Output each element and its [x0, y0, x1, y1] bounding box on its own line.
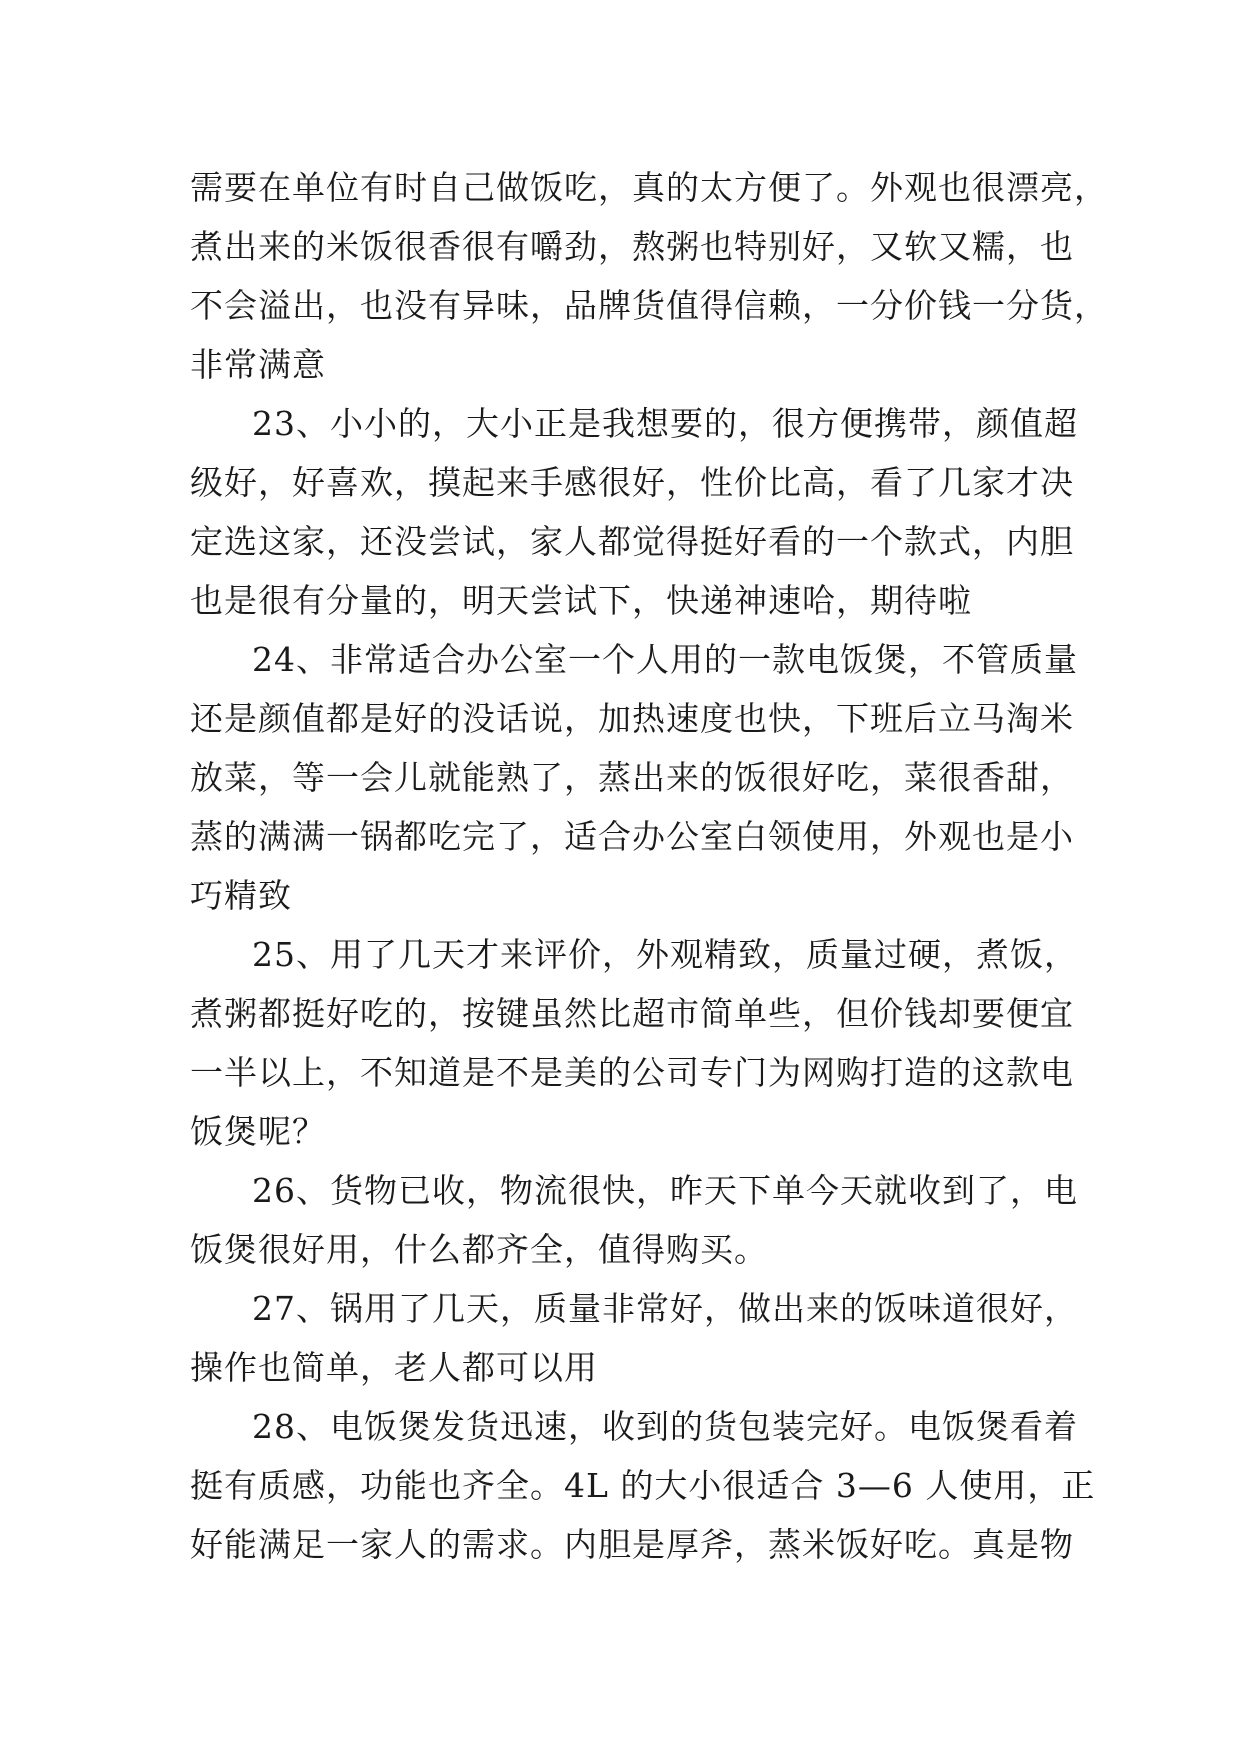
text-line: 饭煲呢？ — [190, 1112, 326, 1151]
text-line: 非常满意 — [190, 345, 326, 384]
text-line: 也是很有分量的，明天尝试下，快递神速哈，期待啦 — [190, 581, 972, 620]
text-line: 级好，好喜欢，摸起来手感很好，性价比高，看了几家才决 — [190, 463, 1074, 502]
review-23-first-line: 23、小小的，大小正是我想要的，很方便携带，颜值超 — [252, 404, 1078, 443]
review-text-block — [190, 158, 1108, 1574]
review-25-first-line: 25、用了几天才来评价，外观精致，质量过硬，煮饭， — [252, 935, 1078, 974]
review-28-first-line: 28、电饭煲发货迅速，收到的货包装完好。电饭煲看着 — [252, 1407, 1078, 1446]
text-line: 好能满足一家人的需求。内胆是厚斧，蒸米饭好吃。真是物 — [190, 1525, 1074, 1564]
text-line: 煮粥都挺好吃的，按键虽然比超市简单些，但价钱却要便宜 — [190, 994, 1074, 1033]
text-line: 需要在单位有时自己做饭吃，真的太方便了。外观也很漂亮， — [190, 168, 1108, 207]
text-line: 操作也简单，老人都可以用 — [190, 1348, 598, 1387]
review-24-first-line: 24、非常适合办公室一个人用的一款电饭煲，不管质量 — [252, 640, 1078, 679]
text-line: 饭煲很好用，什么都齐全，值得购买。 — [190, 1230, 768, 1269]
text-line: 一半以上，不知道是不是美的公司专门为网购打造的这款电 — [190, 1053, 1074, 1092]
text-line: 不会溢出，也没有异味，品牌货值得信赖，一分价钱一分货， — [190, 286, 1108, 325]
text-line: 还是颜值都是好的没话说，加热速度也快，下班后立马淘米 — [190, 699, 1074, 738]
text-line: 挺有质感，功能也齐全。4L 的大小很适合 3—6 人使用，正 — [190, 1466, 1096, 1505]
text-line: 蒸的满满一锅都吃完了，适合办公室白领使用，外观也是小 — [190, 817, 1074, 856]
review-26-first-line: 26、货物已收，物流很快，昨天下单今天就收到了，电 — [252, 1171, 1078, 1210]
review-27-first-line: 27、锅用了几天，质量非常好，做出来的饭味道很好， — [252, 1289, 1078, 1328]
text-line: 定选这家，还没尝试，家人都觉得挺好看的一个款式，内胆 — [190, 522, 1074, 561]
text-line: 煮出来的米饭很香很有嚼劲，熬粥也特别好，又软又糯，也 — [190, 227, 1074, 266]
text-line: 巧精致 — [190, 876, 292, 915]
text-line: 放菜，等一会儿就能熟了，蒸出来的饭很好吃，菜很香甜， — [190, 758, 1074, 797]
